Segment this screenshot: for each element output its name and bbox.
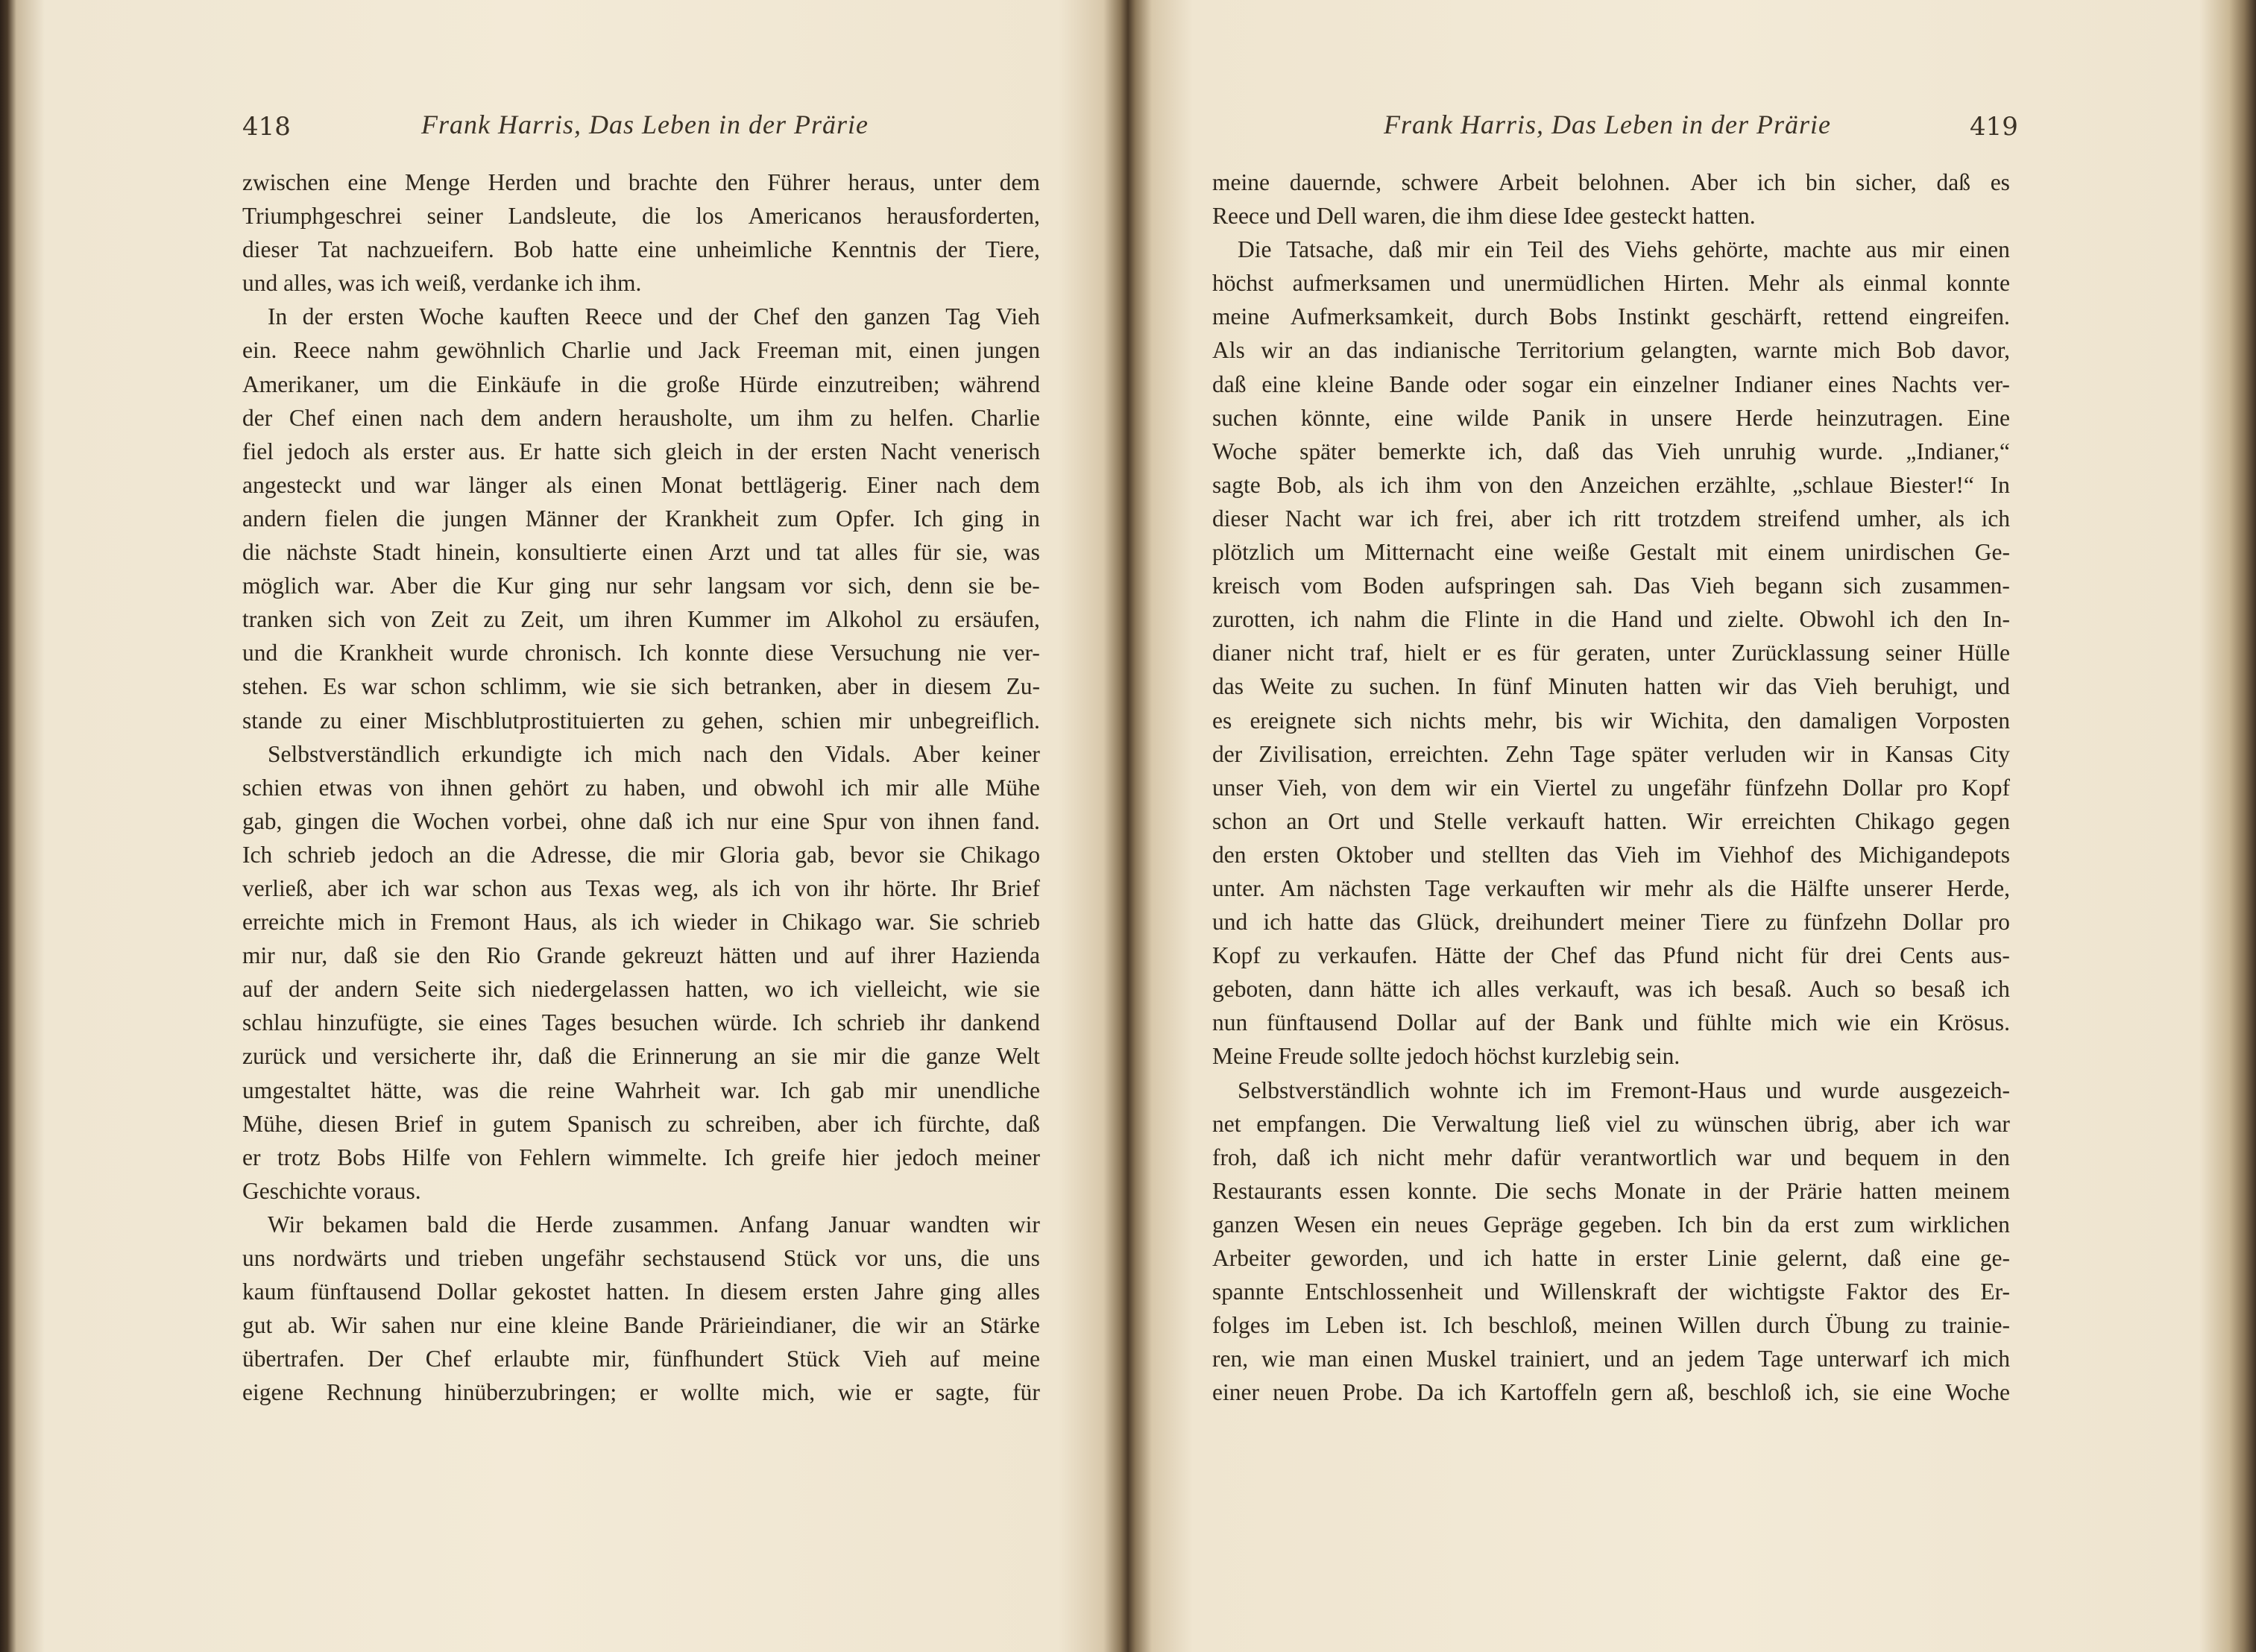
body-text — [242, 165, 1040, 1409]
text-line: schon an Ort und Stelle verkauft hatten. Wir erreichten Chikago gegen — [1212, 807, 2010, 834]
text-line: und ich hatte das Glück, dreihundert meiner Tiere zu fünfzehn Dollar pro — [1212, 909, 2010, 936]
text-line: unter. Am nächsten Tage verkauften wir mehr als die Hälfte unserer Herde, — [1212, 874, 2010, 901]
text-line: Woche später bemerkte ich, daß das Vieh unruhig wurde. „Indianer,“ — [1212, 438, 2010, 464]
text-line: froh, daß ich nicht mehr dafür verantwortlich war und bequem in den — [1212, 1144, 2010, 1170]
text-line: Meine Freude sollte jedoch höchst kurzlebig sein. — [1212, 1043, 1680, 1070]
text-line: dieser Tat nachzueifern. Bob hatte eine unheimliche Kenntnis der Tiere, — [242, 236, 1040, 263]
text-line: dieser Nacht war ich frei, aber ich ritt trotzdem streifend umher, als ich — [1212, 505, 2010, 532]
text-line: tranken sich von Zeit zu Zeit, um ihren Kummer im Alkohol zu ersäufen, — [242, 606, 1040, 633]
text-line: das Weite zu suchen. In fünf Minuten hatten wir das Vieh beruhigt, und — [1212, 673, 2010, 700]
text-line: er trotz Bobs Hilfe von Fehlern wimmelte. Ich greife hier jedoch meiner — [242, 1144, 1040, 1170]
page-number: 418 — [242, 112, 291, 142]
text-line: uns nordwärts und trieben ungefähr sechstausend Stück vor uns, die uns — [242, 1245, 1040, 1271]
text-line: Amerikaner, um die Einkäufe in die große Hürde einzutreiben; während — [242, 371, 1040, 397]
text-line: Triumphgeschrei seiner Landsleute, die los Americanos herausforderten, — [242, 203, 1040, 230]
text-line: kreisch vom Boden aufspringen sah. Das Vieh begann sich zusammen- — [1212, 573, 2010, 599]
text-line: es ereignete sich nichts mehr, bis wir Wichita, den damaligen Vorposten — [1212, 707, 2010, 734]
text-line: meine dauernde, schwere Arbeit belohnen. Aber ich bin sicher, daß es — [1212, 169, 2010, 195]
text-line: Mühe, diesen Brief in gutem Spanisch zu schreiben, aber ich fürchte, daß — [242, 1110, 1040, 1137]
text-line: und alles, was ich weiß, verdanke ich ihm. — [242, 270, 642, 297]
right-page — [1138, 0, 2256, 1652]
text-line: stande zu einer Mischblutprostituierten zu gehen, schien mir unbegreiflich. — [242, 707, 1040, 734]
text-line: folges im Leben ist. Ich beschloß, meinen Willen durch Übung zu trainie- — [1212, 1312, 2010, 1339]
paragraph-first-line: In der ersten Woche kauften Reece und der Chef den ganzen Tag Vieh — [268, 303, 1040, 330]
text-line: meine Aufmerksamkeit, durch Bobs Instinkt geschärft, rettend eingreifen. — [1212, 303, 2010, 330]
left-page — [0, 0, 1118, 1652]
text-line: nun fünftausend Dollar auf der Bank und fühlte mich wie ein Krösus. — [1212, 1009, 2010, 1036]
text-line: Ich schrieb jedoch an die Adresse, die mir Gloria gab, bevor sie Chikago — [242, 841, 1040, 868]
text-line: schlau hinzufügte, sie eines Tages besuchen würde. Ich schrieb ihr dankend — [242, 1009, 1040, 1036]
text-line: auf der andern Seite sich niedergelassen hatten, wo ich vielleicht, wie sie — [242, 976, 1040, 1003]
text-line: dianer nicht traf, hielt er es für geraten, unter Zurücklassung seiner Hülle — [1212, 640, 2010, 666]
text-line: angesteckt und war länger als einen Monat bettlägerig. Einer nach dem — [242, 471, 1040, 498]
text-line: stehen. Es war schon schlimm, wie sie sich betranken, aber in diesem Zu- — [242, 673, 1040, 700]
text-line: net empfangen. Die Verwaltung ließ viel zu wünschen übrig, aber ich war — [1212, 1110, 2010, 1137]
paragraph-first-line: Wir bekamen bald die Herde zusammen. Anfang Januar wandten wir — [268, 1211, 1040, 1238]
text-line: andern fielen die jungen Männer der Krankheit zum Opfer. Ich ging in — [242, 505, 1040, 532]
text-line: gab, gingen die Wochen vorbei, ohne daß ich nur eine Spur von ihnen fand. — [242, 807, 1040, 834]
text-line: Geschichte voraus. — [242, 1177, 421, 1204]
text-line: übertrafen. Der Chef erlaubte mir, fünfhundert Stück Vieh auf meine — [242, 1346, 1040, 1372]
paragraph-first-line: Selbstverständlich erkundigte ich mich nach den Vidals. Aber keiner — [268, 740, 1040, 767]
text-line: suchen könnte, eine wilde Panik in unsere Herde heinzutragen. Eine — [1212, 404, 2010, 431]
text-line: mir nur, daß sie den Rio Grande gekreuzt hätten und auf ihrer Hazienda — [242, 942, 1040, 969]
text-line: sagte Bob, als ich ihm von den Anzeichen erzählte, „schlaue Biester!“ In — [1212, 471, 2010, 498]
text-line: erreichte mich in Fremont Haus, als ich wieder in Chikago war. Sie schrieb — [242, 909, 1040, 936]
text-line: Reece und Dell waren, die ihm diese Idee gesteckt hatten. — [1212, 203, 1756, 230]
text-line: schien etwas von ihnen gehört zu haben, und obwohl ich mir alle Mühe — [242, 774, 1040, 801]
text-line: geboten, dann hätte ich alles verkauft, was ich besaß. Auch so besaß ich — [1212, 976, 2010, 1003]
text-line: Restaurants essen konnte. Die sechs Monate in der Prärie hatten meinem — [1212, 1177, 2010, 1204]
text-line: umgestaltet hätte, was die reine Wahrheit war. Ich gab mir unendliche — [242, 1076, 1040, 1103]
text-line: fiel jedoch als erster aus. Er hatte sich gleich in der ersten Nacht venerisch — [242, 438, 1040, 464]
text-line: zurück und versicherte ihr, daß die Erinnerung an sie mir die ganze Welt — [242, 1043, 1040, 1070]
paragraph-first-line: Die Tatsache, daß mir ein Teil des Viehs gehörte, machte aus mir einen — [1238, 236, 2010, 263]
text-line: Arbeiter geworden, und ich hatte in erster Linie gelernt, daß eine ge- — [1212, 1245, 2010, 1271]
text-line: Als wir an das indianische Territorium gelangten, warnte mich Bob davor, — [1212, 337, 2010, 364]
text-line: der Zivilisation, erreichten. Zehn Tage später verluden wir in Kansas City — [1212, 740, 2010, 767]
running-head: Frank Harris, Das Leben in der Prärie — [1384, 110, 1831, 139]
text-line: die nächste Stadt hinein, konsultierte einen Arzt und tat alles für sie, was — [242, 539, 1040, 566]
page-number: 419 — [1970, 112, 2018, 142]
running-head: Frank Harris, Das Leben in der Prärie — [421, 110, 869, 139]
text-line: daß eine kleine Bande oder sogar ein einzelner Indianer eines Nachts ver- — [1212, 371, 2010, 397]
text-line: ren, wie man einen Muskel trainiert, und an jedem Tage unterwarf ich mich — [1212, 1346, 2010, 1372]
text-line: zwischen eine Menge Herden und brachte den Führer heraus, unter dem — [242, 169, 1040, 195]
text-line: zurotten, ich nahm die Flinte in die Hand und zielte. Obwohl ich den In- — [1212, 606, 2010, 633]
text-line: gut ab. Wir sahen nur eine kleine Bande Prärieindianer, die wir an Stärke — [242, 1312, 1040, 1339]
text-line: kaum fünftausend Dollar gekostet hatten. In diesem ersten Jahre ging alles — [242, 1279, 1040, 1305]
text-line: und die Krankheit wurde chronisch. Ich konnte diese Versuchung nie ver- — [242, 640, 1040, 666]
text-line: spannte Entschlossenheit und Willenskraft der wichtigste Faktor des Er- — [1212, 1279, 2010, 1305]
paragraph-first-line: Selbstverständlich wohnte ich im Fremont-Haus und wurde ausgezeich- — [1238, 1076, 2010, 1103]
text-line: ganzen Wesen ein neues Gepräge gegeben. Ich bin da erst zum wirklichen — [1212, 1211, 2010, 1238]
text-line: ein. Reece nahm gewöhnlich Charlie und Jack Freeman mit, einen jungen — [242, 337, 1040, 364]
text-line: den ersten Oktober und stellten das Vieh im Viehhof des Michigandepots — [1212, 841, 2010, 868]
text-line: verließ, aber ich war schon aus Texas weg, als ich von ihr hörte. Ihr Brief — [242, 874, 1040, 901]
text-line: möglich war. Aber die Kur ging nur sehr langsam vor sich, denn sie be- — [242, 573, 1040, 599]
body-text — [1212, 165, 2010, 1409]
text-line: höchst aufmerksamen und unermüdlichen Hirten. Mehr als einmal konnte — [1212, 270, 2010, 297]
text-line: plötzlich um Mitternacht eine weiße Gestalt mit einem unirdischen Ge- — [1212, 539, 2010, 566]
text-line: der Chef einen nach dem andern herausholte, um ihm zu helfen. Charlie — [242, 404, 1040, 431]
text-line: Kopf zu verkaufen. Hätte der Chef das Pfund nicht für drei Cents aus- — [1212, 942, 2010, 969]
text-line: eigene Rechnung hinüberzubringen; er wollte mich, wie er sagte, für — [242, 1379, 1040, 1406]
text-line: einer neuen Probe. Da ich Kartoffeln gern aß, beschloß ich, sie eine Woche — [1212, 1379, 2010, 1406]
text-line: unser Vieh, von dem wir ein Viertel zu ungefähr fünfzehn Dollar pro Kopf — [1212, 774, 2010, 801]
